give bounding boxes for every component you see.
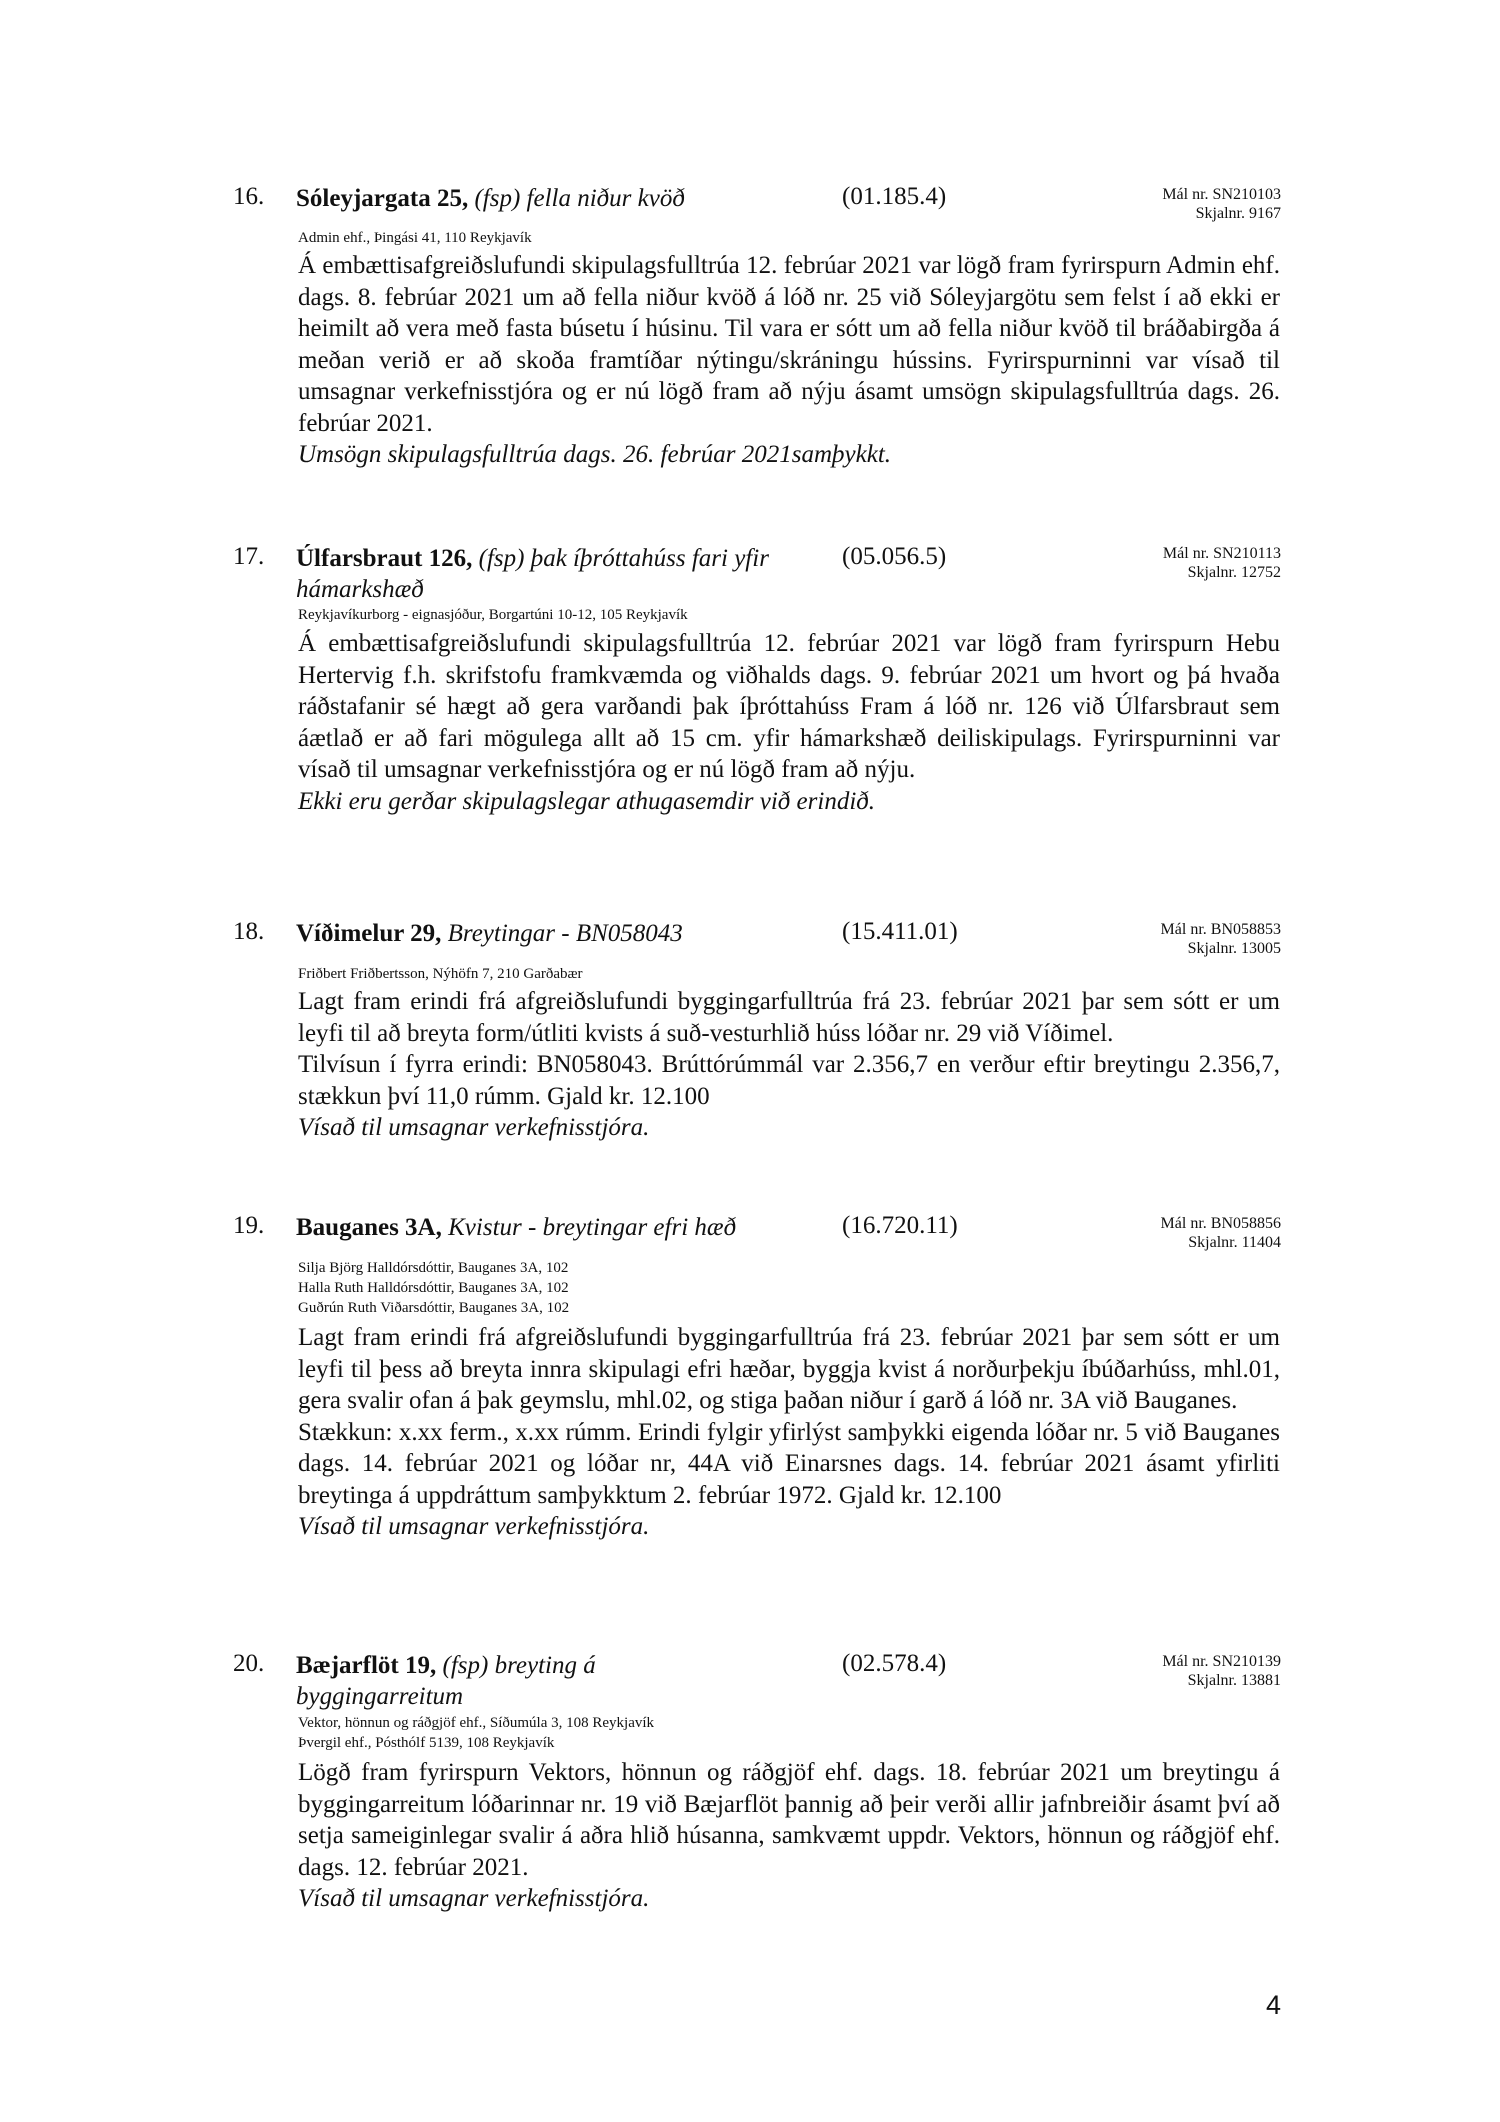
case-reference [1162, 1652, 1281, 1690]
item-location-code: (02.578.4) [842, 1650, 947, 1677]
item-subject: Kvistur - breytingar efri hæð [448, 1214, 737, 1241]
item-resolution: Umsögn skipulagsfulltrúa dags. 26. febrúar 2021samþykkt. [298, 441, 892, 468]
item-address: Úlfarsbraut 126, [296, 545, 473, 572]
item-body [298, 1322, 1280, 1543]
item-subject: Breytingar - BN058043 [447, 920, 683, 947]
item-resolution: Vísað til umsagnar verkefnisstjóra. [298, 1513, 650, 1540]
applicant: Admin ehf., Þingási 41, 110 Reykjavík [298, 230, 532, 246]
item-location-code: (01.185.4) [842, 183, 947, 210]
applicant-list [298, 228, 532, 248]
item-paragraph: Tilvísun í fyrra erindi: BN058043. Brúttórúmmál var 2.356,7 en verður eftir breytingu 2.356,7, stækkun því 11,0 rúmm. Gjald kr. 12.100 [298, 1051, 1280, 1110]
item-address: Bæjarflöt 19, [296, 1652, 437, 1679]
case-reference [1162, 185, 1281, 223]
item-number: 17. [233, 543, 265, 570]
applicant: Friðbert Friðbertsson, Nýhöfn 7, 210 Garðabær [298, 966, 583, 982]
applicant-list [298, 964, 583, 984]
case-number: Mál nr. BN058853 [1160, 921, 1281, 938]
item-body [298, 986, 1280, 1144]
applicant-list [298, 1258, 569, 1318]
item-location-code: (16.720.11) [842, 1212, 958, 1239]
item-subject: (fsp) breyting á byggingarreitum [296, 1652, 596, 1710]
document-number: Skjalnr. 9167 [1195, 205, 1281, 222]
case-number: Mál nr. SN210139 [1162, 1653, 1281, 1670]
item-paragraph: Á embættisafgreiðslufundi skipulagsfulltrúa 12. febrúar 2021 var lögð fram fyrirspurn Hebu Hertervig f.h. skrifstofu framkvæmda og viðhalds dags. 9. febrúar 2021 um hvort og þá hvaða ráðstafanir sé hægt að gera varðandi þak íþróttahúss Fram á lóð nr. 126 við Úlfarsbraut sem áætlað er að fari mögulega allt að 15 cm. yfir hámarkshæð deiliskipulags. Fyrirspurninni var vísað til umsagnar verkefnisstjóra og er nú lögð fram að nýju. [298, 630, 1280, 783]
item-number: 18. [233, 918, 265, 945]
item-paragraph: Stækkun: x.xx ferm., x.xx rúmm. Erindi fylgir yfirlýst samþykki eigenda lóðar nr. 5 við Bauganes dags. 14. febrúar 2021 og lóðar nr, 44A við Einarsnes dags. 14. febrúar 2021 ásamt yfirliti breytinga á uppdráttum samþykktum 2. febrúar 1972. Gjald kr. 12.100 [298, 1418, 1280, 1509]
applicant-list [298, 605, 688, 625]
item-title [296, 183, 816, 214]
document-number: Skjalnr. 11404 [1188, 1234, 1281, 1251]
document-number: Skjalnr. 13881 [1187, 1672, 1281, 1689]
document-number: Skjalnr. 12752 [1187, 564, 1281, 581]
item-number: 20. [233, 1650, 265, 1677]
applicant-list [298, 1713, 654, 1753]
item-body [298, 628, 1280, 817]
item-location-code: (15.411.01) [842, 918, 958, 945]
case-reference [1163, 544, 1281, 582]
item-body [298, 1757, 1280, 1915]
document-number: Skjalnr. 13005 [1187, 940, 1281, 957]
applicant: Guðrún Ruth Viðarsdóttir, Bauganes 3A, 102 [298, 1300, 570, 1316]
item-title [296, 543, 796, 605]
item-title [296, 918, 816, 949]
item-address: Sóleyjargata 25, [296, 185, 469, 212]
item-paragraph: Á embættisafgreiðslufundi skipulagsfulltrúa 12. febrúar 2021 var lögð fram fyrirspurn Admin ehf. dags. 8. febrúar 2021 um að fella niður kvöð á lóð nr. 25 við Sóleyjargötu sem felst í að ekki er heimilt að vera með fasta búsetu í húsinu. Til vara er sótt um að fella niður kvöð til bráðabirgða á meðan verið er að skoða framtíðar nýtingu/skráningu hússins. Fyrirspurninni var vísað til umsagnar verkefnisstjóra og er nú lögð fram að nýju ásamt umsögn skipulagsfulltrúa dags. 26. febrúar 2021. [298, 252, 1280, 437]
case-number: Mál nr. SN210103 [1162, 186, 1281, 203]
item-paragraph: Lagt fram erindi frá afgreiðslufundi byggingarfulltrúa frá 23. febrúar 2021 þar sem sótt er um leyfi til þess að breyta innra skipulagi efri hæðar, byggja kvist á norðurþekju íbúðarhúss, mhl.01, gera svalir ofan á þak geymslu, mhl.02, og stiga þaðan niður í garð á lóð nr. 3A við Bauganes. [298, 1324, 1280, 1414]
case-reference [1161, 920, 1281, 958]
case-reference [1161, 1214, 1281, 1252]
applicant: Vektor, hönnun og ráðgjöf ehf., Síðumúla 3, 108 Reykjavík [298, 1715, 655, 1731]
item-title [296, 1212, 816, 1243]
item-resolution: Ekki eru gerðar skipulagslegar athugasemdir við erindið. [298, 787, 876, 815]
applicant: Þvergil ehf., Pósthólf 5139, 108 Reykjavík [298, 1735, 555, 1751]
applicant: Halla Ruth Halldórsdóttir, Bauganes 3A, 102 [298, 1280, 569, 1296]
case-number: Mál nr. BN058856 [1160, 1215, 1281, 1232]
item-number: 19. [233, 1212, 265, 1239]
applicant: Reykjavíkurborg - eignasjóður, Borgartúni 10-12, 105 Reykjavík [298, 607, 688, 623]
case-number: Mál nr. SN210113 [1162, 545, 1281, 562]
item-paragraph: Lagt fram erindi frá afgreiðslufundi byggingarfulltrúa frá 23. febrúar 2021 þar sem sótt er um leyfi til að breyta form/útliti kvists á suð-vesturhlið húss lóðar nr. 29 við Víðimel. [298, 988, 1280, 1047]
item-address: Víðimelur 29, [296, 920, 442, 947]
item-resolution: Vísað til umsagnar verkefnisstjóra. [298, 1885, 650, 1912]
item-location-code: (05.056.5) [842, 543, 947, 570]
page-number: 4 [1265, 1990, 1281, 2020]
item-address: Bauganes 3A, [296, 1214, 442, 1241]
item-title [296, 1650, 676, 1712]
item-paragraph: Lögð fram fyrirspurn Vektors, hönnun og ráðgjöf ehf. dags. 18. febrúar 2021 um breytingu á byggingarreitum lóðarinnar nr. 19 við Bæjarflöt þannig að þeir verði allir jafnbreiðir ásamt því að setja sameiginlegar svalir á aðra hlið húsanna, samkvæmt uppdr. Vektors, hönnun og ráðgjöf ehf. dags. 12. febrúar 2021. [298, 1759, 1280, 1881]
item-body [298, 250, 1280, 471]
item-resolution: Vísað til umsagnar verkefnisstjóra. [298, 1114, 650, 1141]
item-subject: (fsp) þak íþróttahúss fari yfir hámarkshæð [296, 545, 769, 603]
item-number: 16. [233, 183, 265, 210]
item-subject: (fsp) fella niður kvöð [474, 185, 685, 212]
applicant: Silja Björg Halldórsdóttir, Bauganes 3A, 102 [298, 1260, 569, 1276]
